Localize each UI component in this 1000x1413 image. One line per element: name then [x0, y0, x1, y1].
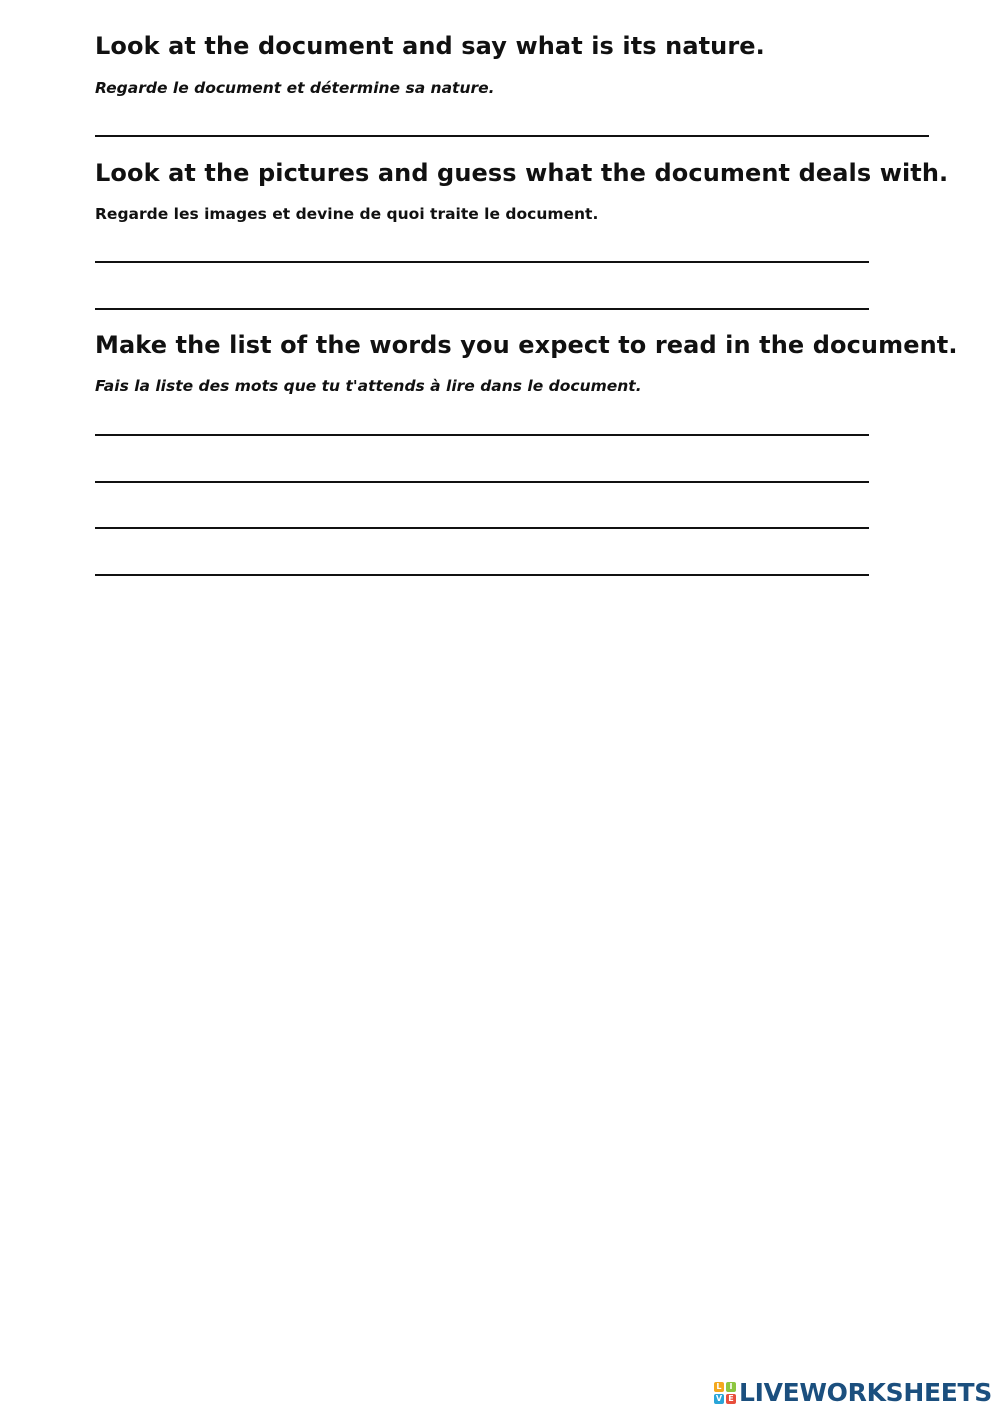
section-2-subtitle: Regarde les images et devine de quoi traite le document.: [95, 205, 599, 223]
section-3-heading: Make the list of the words you expect to read in the document.: [95, 331, 958, 359]
answer-line-5[interactable]: [95, 481, 869, 483]
answer-line-1[interactable]: [95, 135, 929, 137]
liveworksheets-logo-icon: [714, 1382, 736, 1404]
answer-line-3[interactable]: [95, 308, 869, 310]
answer-line-2[interactable]: [95, 261, 869, 263]
answer-line-4[interactable]: [95, 434, 869, 436]
answer-line-6[interactable]: [95, 527, 869, 529]
section-1-subtitle: Regarde le document et détermine sa nature.: [95, 79, 495, 97]
section-3-subtitle: Fais la liste des mots que tu t'attends à lire dans le document.: [95, 377, 642, 395]
logo-tile-v: V: [715, 1394, 723, 1403]
section-2-heading: Look at the pictures and guess what the document deals with.: [95, 159, 949, 187]
answer-line-7[interactable]: [95, 574, 869, 576]
logo-tile-i: I: [726, 1382, 736, 1392]
liveworksheets-brand: [714, 1378, 992, 1408]
logo-tile-l: L: [714, 1382, 724, 1392]
section-1-heading: Look at the document and say what is its nature.: [95, 32, 765, 60]
brand-text: LIVEWORKSHEETS: [738, 1378, 992, 1407]
logo-tile-e: E: [726, 1394, 736, 1404]
